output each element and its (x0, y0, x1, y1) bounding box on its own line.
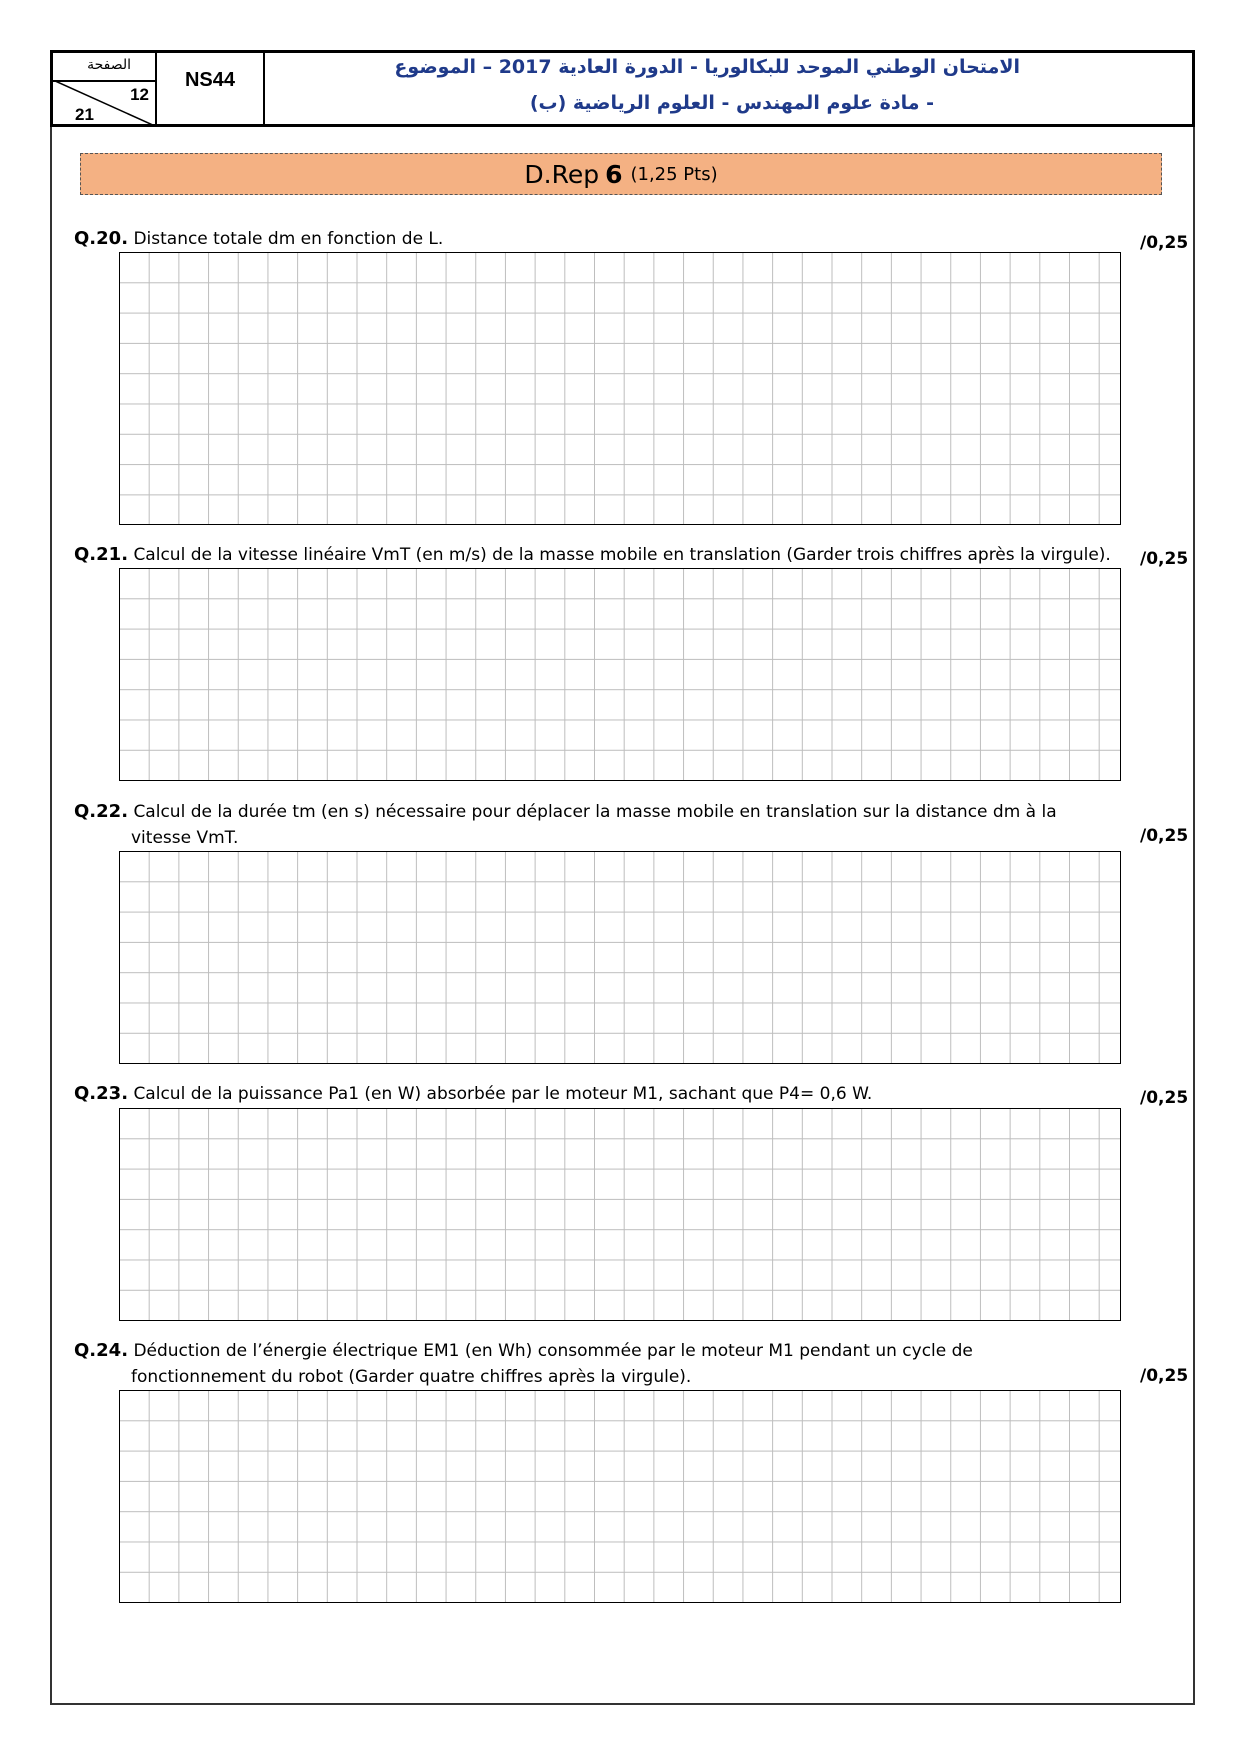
exam-title-line1: الامتحان الوطني الموحد للبكالوريا - الدورة العادية 2017 – الموضوع (394, 56, 1020, 78)
section-number: 6 (605, 159, 623, 189)
exam-title (265, 53, 1192, 124)
section-points: (1,25 Pts) (630, 163, 718, 185)
section-prefix: D.Rep (524, 159, 600, 189)
question-q24 (74, 1338, 973, 1390)
question-text: Calcul de la durée tm (en s) nécessaire pour déplacer la masse mobile en translation sur la distance dm à la (133, 802, 1057, 822)
question-q22 (74, 799, 1057, 851)
question-text: Distance totale dm en fonction de L. (133, 229, 444, 249)
page-total: 21 (75, 105, 94, 124)
page-current: 12 (130, 85, 149, 104)
section-heading (80, 153, 1162, 195)
question-q21 (74, 542, 1111, 568)
question-score: /0,25 (1140, 233, 1189, 253)
page-label: الصفحة (87, 57, 131, 73)
page-number-box (53, 53, 157, 124)
question-q20 (74, 226, 443, 252)
question-q23 (74, 1081, 872, 1107)
question-text-continued: fonctionnement du robot (Garder quatre chiffres après la virgule). (131, 1367, 692, 1387)
question-score: /0,25 (1140, 826, 1189, 846)
exam-header (50, 50, 1195, 127)
answer-grid-q23[interactable] (119, 1108, 1121, 1321)
question-text-continued: vitesse VmT. (131, 828, 239, 848)
exam-code: NS44 (157, 53, 265, 124)
answer-grid-q20[interactable] (119, 252, 1121, 525)
question-number: Q.21. (74, 544, 129, 565)
question-number: Q.22. (74, 801, 129, 822)
question-number: Q.23. (74, 1083, 129, 1104)
question-score: /0,25 (1140, 549, 1189, 569)
question-score: /0,25 (1140, 1088, 1189, 1108)
question-score: /0,25 (1140, 1366, 1189, 1386)
answer-grid-q21[interactable] (119, 568, 1121, 781)
answer-grid-q24[interactable] (119, 1390, 1121, 1603)
exam-title-line2: - مادة علوم المهندس - العلوم الرياضية (ب) (529, 92, 934, 114)
question-number: Q.24. (74, 1340, 129, 1361)
question-number: Q.20. (74, 228, 129, 249)
question-text: Calcul de la vitesse linéaire VmT (en m/s) de la masse mobile en translation (Garder trois chiffres après la virgule). (133, 545, 1111, 565)
question-text: Déduction de l’énergie électrique EM1 (en Wh) consommée par le moteur M1 pendant un cycle de (133, 1341, 973, 1361)
question-text: Calcul de la puissance Pa1 (en W) absorbée par le moteur M1, sachant que P4= 0,6 W. (133, 1084, 873, 1104)
answer-grid-q22[interactable] (119, 851, 1121, 1064)
